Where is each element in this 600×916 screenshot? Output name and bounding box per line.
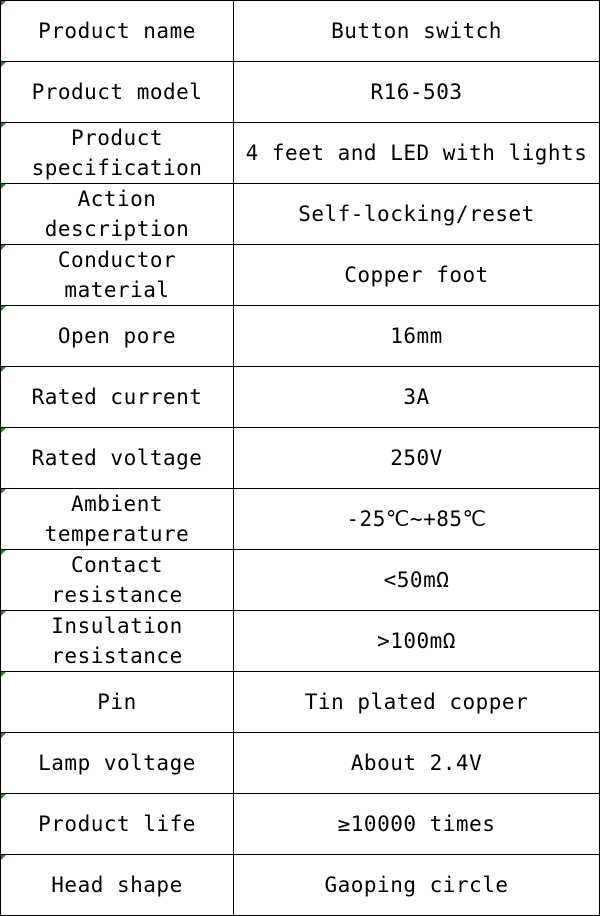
spec-value: R16-503 <box>370 80 463 104</box>
spec-label-cell <box>1 489 234 550</box>
corner-mark <box>1 794 6 799</box>
spec-value-cell <box>234 184 600 245</box>
spec-label: Conductor material <box>57 248 177 302</box>
spec-value-cell <box>234 123 600 184</box>
corner-mark <box>1 672 6 677</box>
corner-mark <box>1 855 6 860</box>
spec-value-cell <box>234 245 600 306</box>
spec-label: Insulation resistance <box>51 614 183 668</box>
spec-value: Gaoping circle <box>324 873 509 897</box>
corner-mark <box>1 1 6 6</box>
spec-table-body <box>1 1 600 916</box>
spec-label-cell <box>1 245 234 306</box>
spec-label: Product life <box>38 812 196 836</box>
spec-label-cell <box>1 611 234 672</box>
spec-label: Ambient temperature <box>44 492 190 546</box>
spec-label-cell <box>1 306 234 367</box>
corner-mark <box>1 367 6 372</box>
spec-value: About 2.4V <box>350 751 483 775</box>
spec-value: Button switch <box>331 19 502 43</box>
spec-value-cell <box>234 550 600 611</box>
spec-label-cell <box>1 1 234 62</box>
table-row <box>1 733 600 794</box>
spec-label-cell <box>1 733 234 794</box>
spec-label-cell <box>1 794 234 855</box>
table-row <box>1 62 600 123</box>
spec-value: Self-locking/reset <box>298 202 535 226</box>
spec-label-cell <box>1 672 234 733</box>
spec-label: Lamp voltage <box>38 751 196 775</box>
spec-value: 3A <box>403 385 430 409</box>
spec-label-cell <box>1 184 234 245</box>
corner-mark <box>1 245 6 250</box>
spec-value-cell <box>234 611 600 672</box>
spec-value-cell <box>234 428 600 489</box>
table-row <box>1 367 600 428</box>
corner-mark <box>1 428 6 433</box>
table-row <box>1 794 600 855</box>
corner-mark <box>1 306 6 311</box>
spec-value: >100mΩ <box>377 629 456 653</box>
spec-value: <50mΩ <box>383 568 450 592</box>
spec-label: Action description <box>44 187 190 241</box>
table-row <box>1 855 600 916</box>
spec-value-cell <box>234 62 600 123</box>
spec-value-cell <box>234 855 600 916</box>
spec-label: Product specification <box>31 126 203 180</box>
spec-value-cell <box>234 672 600 733</box>
corner-mark <box>1 550 6 555</box>
spec-value-cell <box>234 306 600 367</box>
spec-value-cell <box>234 367 600 428</box>
spec-label-cell <box>1 62 234 123</box>
corner-mark <box>1 62 6 67</box>
table-row <box>1 123 600 184</box>
corner-mark <box>1 123 6 128</box>
spec-label-cell <box>1 855 234 916</box>
corner-mark <box>1 733 6 738</box>
spec-value: 4 feet and LED with lights <box>245 141 588 165</box>
table-row <box>1 550 600 611</box>
table-row <box>1 184 600 245</box>
table-row <box>1 489 600 550</box>
corner-mark <box>1 489 6 494</box>
corner-mark <box>1 184 6 189</box>
table-row <box>1 672 600 733</box>
spec-label-cell <box>1 550 234 611</box>
spec-label: Rated current <box>31 385 203 409</box>
spec-value: 250V <box>390 446 443 470</box>
spec-value-cell <box>234 794 600 855</box>
table-row <box>1 245 600 306</box>
spec-value-cell <box>234 1 600 62</box>
spec-label-cell <box>1 123 234 184</box>
spec-label: Pin <box>97 690 137 714</box>
spec-label: Rated voltage <box>31 446 203 470</box>
table-row <box>1 1 600 62</box>
spec-label-cell <box>1 367 234 428</box>
spec-label: Product model <box>31 80 203 104</box>
spec-value-cell <box>234 733 600 794</box>
spec-value-cell <box>234 489 600 550</box>
spec-value: Tin plated copper <box>304 690 529 714</box>
spec-value: 16mm <box>390 324 443 348</box>
spec-label: Contact resistance <box>51 553 183 607</box>
table-row <box>1 306 600 367</box>
spec-value: Copper foot <box>344 263 489 287</box>
spec-label: Product name <box>38 19 196 43</box>
table-row <box>1 611 600 672</box>
table-row <box>1 428 600 489</box>
corner-mark <box>1 611 6 616</box>
spec-value: ≥10000 times <box>337 812 496 836</box>
spec-value: -25℃~+85℃ <box>346 507 487 531</box>
spec-label-cell <box>1 428 234 489</box>
spec-label: Open pore <box>57 324 177 348</box>
spec-label: Head shape <box>51 873 183 897</box>
